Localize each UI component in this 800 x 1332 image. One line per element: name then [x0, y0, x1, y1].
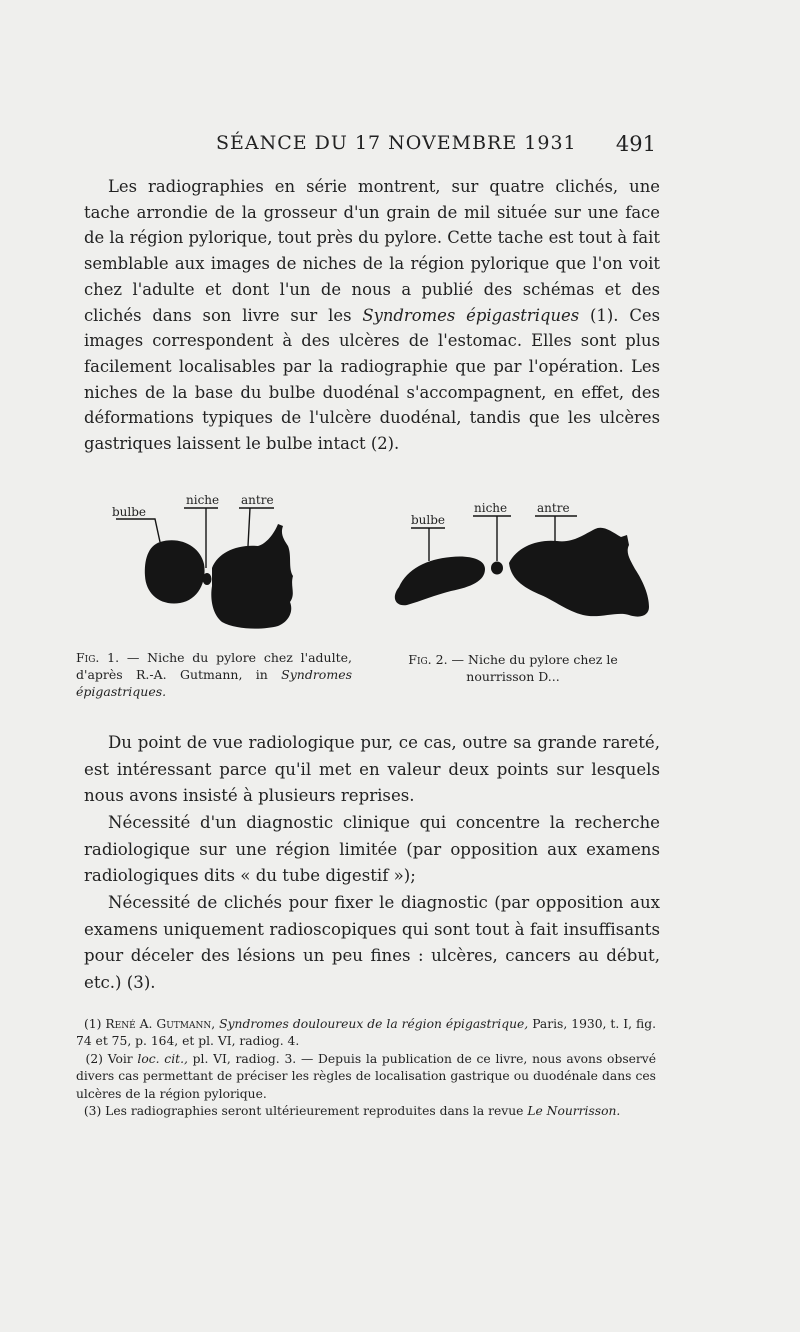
fig2-label-niche: niche — [474, 501, 508, 515]
page-number: 491 — [615, 132, 656, 156]
footnote-2-loc: loc. cit., — [137, 1051, 188, 1066]
fig2-leader-niche — [473, 516, 511, 561]
fig2-bulbe-shape — [395, 557, 485, 606]
paragraph-point-de-vue: Du point de vue radiologique pur, ce cas, outre sa grande rareté, est intéressant parce qu'il met en valeur deux points sur lesquels nous avons insisté à plusieurs reprises. — [84, 733, 660, 806]
fig1-label-antre: antre — [241, 493, 274, 507]
fig2-caption-text: — Niche du pylore chez le nourrisson D... — [447, 652, 618, 684]
book-title-syndromes: Syndromes épigastriques — [362, 305, 580, 325]
fig1-niche-dot — [203, 573, 212, 585]
footnote-3-number: (3) — [83, 1104, 102, 1119]
fig2-leader-bulbe — [411, 528, 445, 561]
fig2-caption-number: Fig. 2. — [408, 652, 448, 667]
footnote-3 — [76, 1103, 656, 1120]
fig2-antre-shape — [509, 528, 649, 617]
footnote-3-text: Les radiographies seront ultérieurement reproduites dans la revue — [101, 1104, 528, 1119]
footnote-1-author: René A. Gutmann, — [105, 1017, 216, 1031]
fig1-antre-shape — [211, 524, 293, 629]
fig1-label-bulbe: bulbe — [112, 505, 147, 519]
fig1-bulbe-shape — [145, 540, 205, 603]
running-header — [110, 132, 656, 166]
footnote-3-journal: Le Nourrisson. — [527, 1104, 621, 1119]
paragraph-radiographies — [84, 174, 660, 457]
fig2-label-antre: antre — [537, 501, 570, 515]
fig1-caption-book: Syndromes épigastriques. — [76, 667, 352, 699]
fig1-leader-bulbe — [116, 519, 160, 542]
footnote-2-rest: pl. VI, radiog. 3. — Depuis la publication de ce livre, nous avons observé divers cas permettant de préciser les règles de localisation gastrique ou duodénale dans ces ulcères de la région pylorique. — [76, 1051, 657, 1101]
footnote-2 — [76, 1051, 656, 1103]
fig1-caption-number: Fig. 1. — [76, 650, 120, 665]
running-title: SÉANCE DU 17 NOVEMBRE 1931 — [216, 132, 577, 154]
paragraph-1-text-a: Les radiographies en série montrent, sur quatre clichés, une tache arrondie de la grosseur d'un grain de mil située sur une face de la région pylorique, tout près du pylore. Cette tache est tout à fait semblable aux images de niches de la région pylorique que l'on voit chez l'adulte et dont l'un de nous a publié des schémas et des clichés dans son livre sur les — [84, 177, 660, 325]
footnote-1 — [76, 1016, 656, 1051]
footnote-1-rest: Paris, 1930, t. I, fig. 74 et 75, p. 164, et pl. VI, radiog. 4. — [76, 1017, 656, 1049]
paragraph-diagnostic-clinique: Nécessité d'un diagnostic clinique qui concentre la recherche radiologique sur une région limitée (par opposition aux examens radiologiques dits « du tube digestif »); — [84, 813, 660, 886]
footnote-1-number: (1) — [83, 1017, 102, 1031]
fig2-label-bulbe: bulbe — [411, 513, 446, 527]
paragraph-1-text-b: (1). Ces images correspondent à des ulcères de l'estomac. Elles sont plus facilement localisables par la radiographie que par l'opération. Les niches de la base du bulbe duodénal s'accompagnent, en effet, des déformations typiques de l'ulcère duodénal, tandis que les ulcères gastriques laissent le bulbe intact (2). — [84, 305, 660, 454]
footnote-2-lead: Voir — [102, 1051, 138, 1066]
footnote-1-title: Syndromes douloureux de la région épigastrique, — [219, 1017, 529, 1031]
figure-2-caption — [384, 651, 642, 685]
figure-1-caption — [76, 649, 352, 700]
fig1-label-niche: niche — [186, 493, 220, 507]
figure-2 — [385, 497, 657, 627]
fig1-caption-text: — Niche du pylore chez l'adulte, d'après R.-A. Gutmann, in — [76, 650, 352, 682]
figure-1-drawing — [108, 490, 304, 636]
footnotes — [76, 1016, 656, 1120]
paragraph-cliches: Nécessité de clichés pour fixer le diagnostic (par opposition aux examens uniquement radioscopiques qui sont tout à fait insuffisants pour déceler des lésions un peu fines : ulcères, cancers au début, etc.) (3). — [84, 893, 660, 992]
footnote-2-number: (2) — [85, 1051, 103, 1066]
fig2-niche-dot — [491, 562, 503, 575]
figure-1 — [108, 490, 304, 636]
figure-2-drawing — [385, 497, 657, 627]
